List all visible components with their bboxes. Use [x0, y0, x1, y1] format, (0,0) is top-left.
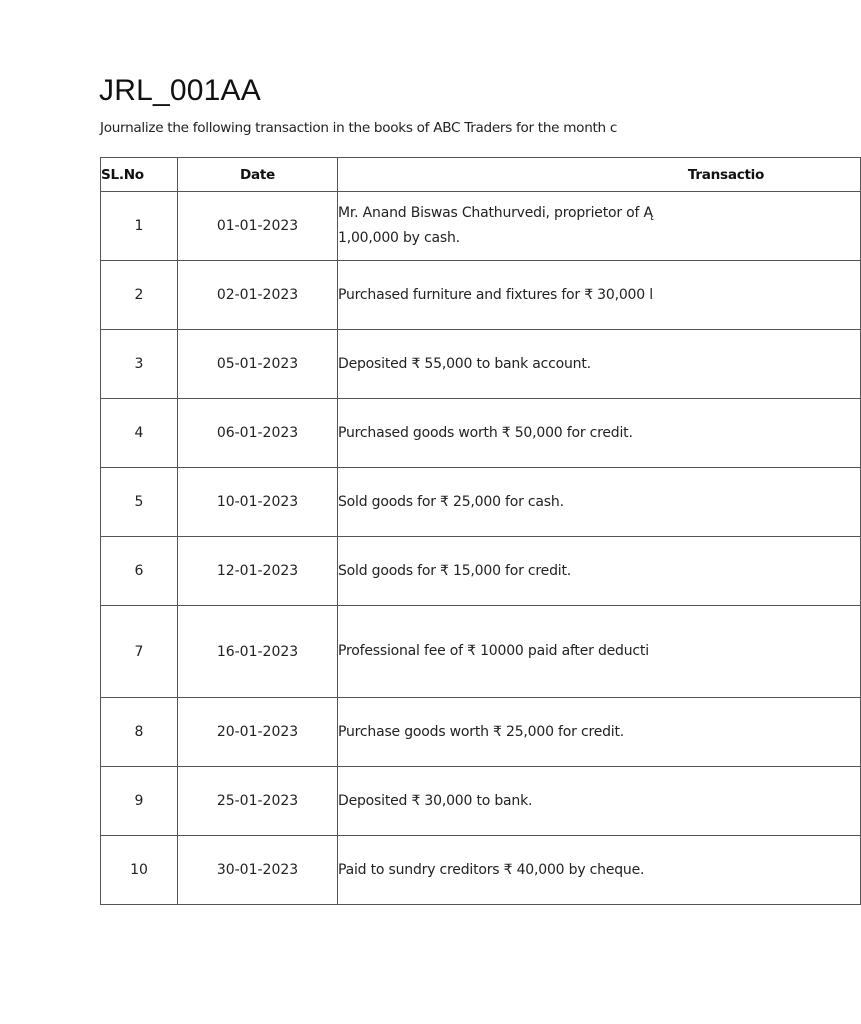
table-row — [101, 698, 861, 767]
header-sl-no: SL.No — [101, 158, 178, 192]
table-row — [101, 192, 861, 261]
row-transaction: Paid to sundry creditors ₹ 40,000 by cheque. — [338, 836, 861, 905]
header-transaction-label: Transactio — [687, 166, 765, 183]
row-transaction: Professional fee of ₹ 10000 paid after deducti — [338, 606, 861, 698]
document-title: JRL_001AA — [99, 74, 261, 107]
header-date: Date — [178, 158, 338, 192]
row-date: 05-01-2023 — [178, 330, 338, 399]
table-row — [101, 767, 861, 836]
row-date: 10-01-2023 — [178, 468, 338, 537]
row-sl-no: 8 — [101, 698, 178, 767]
document-intro: Journalize the following transaction in the books of ABC Traders for the month c — [100, 120, 618, 136]
row-sl-no: 5 — [101, 468, 178, 537]
row-transaction: Purchase goods worth ₹ 25,000 for credit. — [338, 698, 861, 767]
row-transaction: Purchased furniture and fixtures for ₹ 30,000 l — [338, 261, 861, 330]
row-date: 20-01-2023 — [178, 698, 338, 767]
row-sl-no: 7 — [101, 606, 178, 698]
table-header-row — [101, 158, 861, 192]
row-date: 30-01-2023 — [178, 836, 338, 905]
row-sl-no: 6 — [101, 537, 178, 606]
row-date: 25-01-2023 — [178, 767, 338, 836]
table-row — [101, 261, 861, 330]
row-sl-no: 2 — [101, 261, 178, 330]
row-transaction: Purchased goods worth ₹ 50,000 for credit. — [338, 399, 861, 468]
row-transaction: Sold goods for ₹ 25,000 for cash. — [338, 468, 861, 537]
row-transaction: Sold goods for ₹ 15,000 for credit. — [338, 537, 861, 606]
row-date: 01-01-2023 — [178, 192, 338, 261]
table-row — [101, 537, 861, 606]
row-date: 06-01-2023 — [178, 399, 338, 468]
row-transaction-line-1: Mr. Anand Biswas Chathurvedi, proprietor of Ą — [338, 205, 653, 221]
table-row — [101, 468, 861, 537]
header-transaction — [338, 158, 861, 192]
row-date: 12-01-2023 — [178, 537, 338, 606]
table-row — [101, 330, 861, 399]
row-date: 02-01-2023 — [178, 261, 338, 330]
transactions-table — [100, 157, 861, 905]
row-transaction-line-2: 1,00,000 by cash. — [338, 230, 460, 246]
row-transaction: Deposited ₹ 55,000 to bank account. — [338, 330, 861, 399]
row-sl-no: 1 — [101, 192, 178, 261]
row-sl-no: 9 — [101, 767, 178, 836]
row-sl-no: 3 — [101, 330, 178, 399]
row-date: 16-01-2023 — [178, 606, 338, 698]
row-transaction: Deposited ₹ 30,000 to bank. — [338, 767, 861, 836]
row-transaction — [338, 192, 861, 261]
table-row — [101, 399, 861, 468]
row-sl-no: 10 — [101, 836, 178, 905]
row-sl-no: 4 — [101, 399, 178, 468]
table-row — [101, 606, 861, 698]
table-row — [101, 836, 861, 905]
